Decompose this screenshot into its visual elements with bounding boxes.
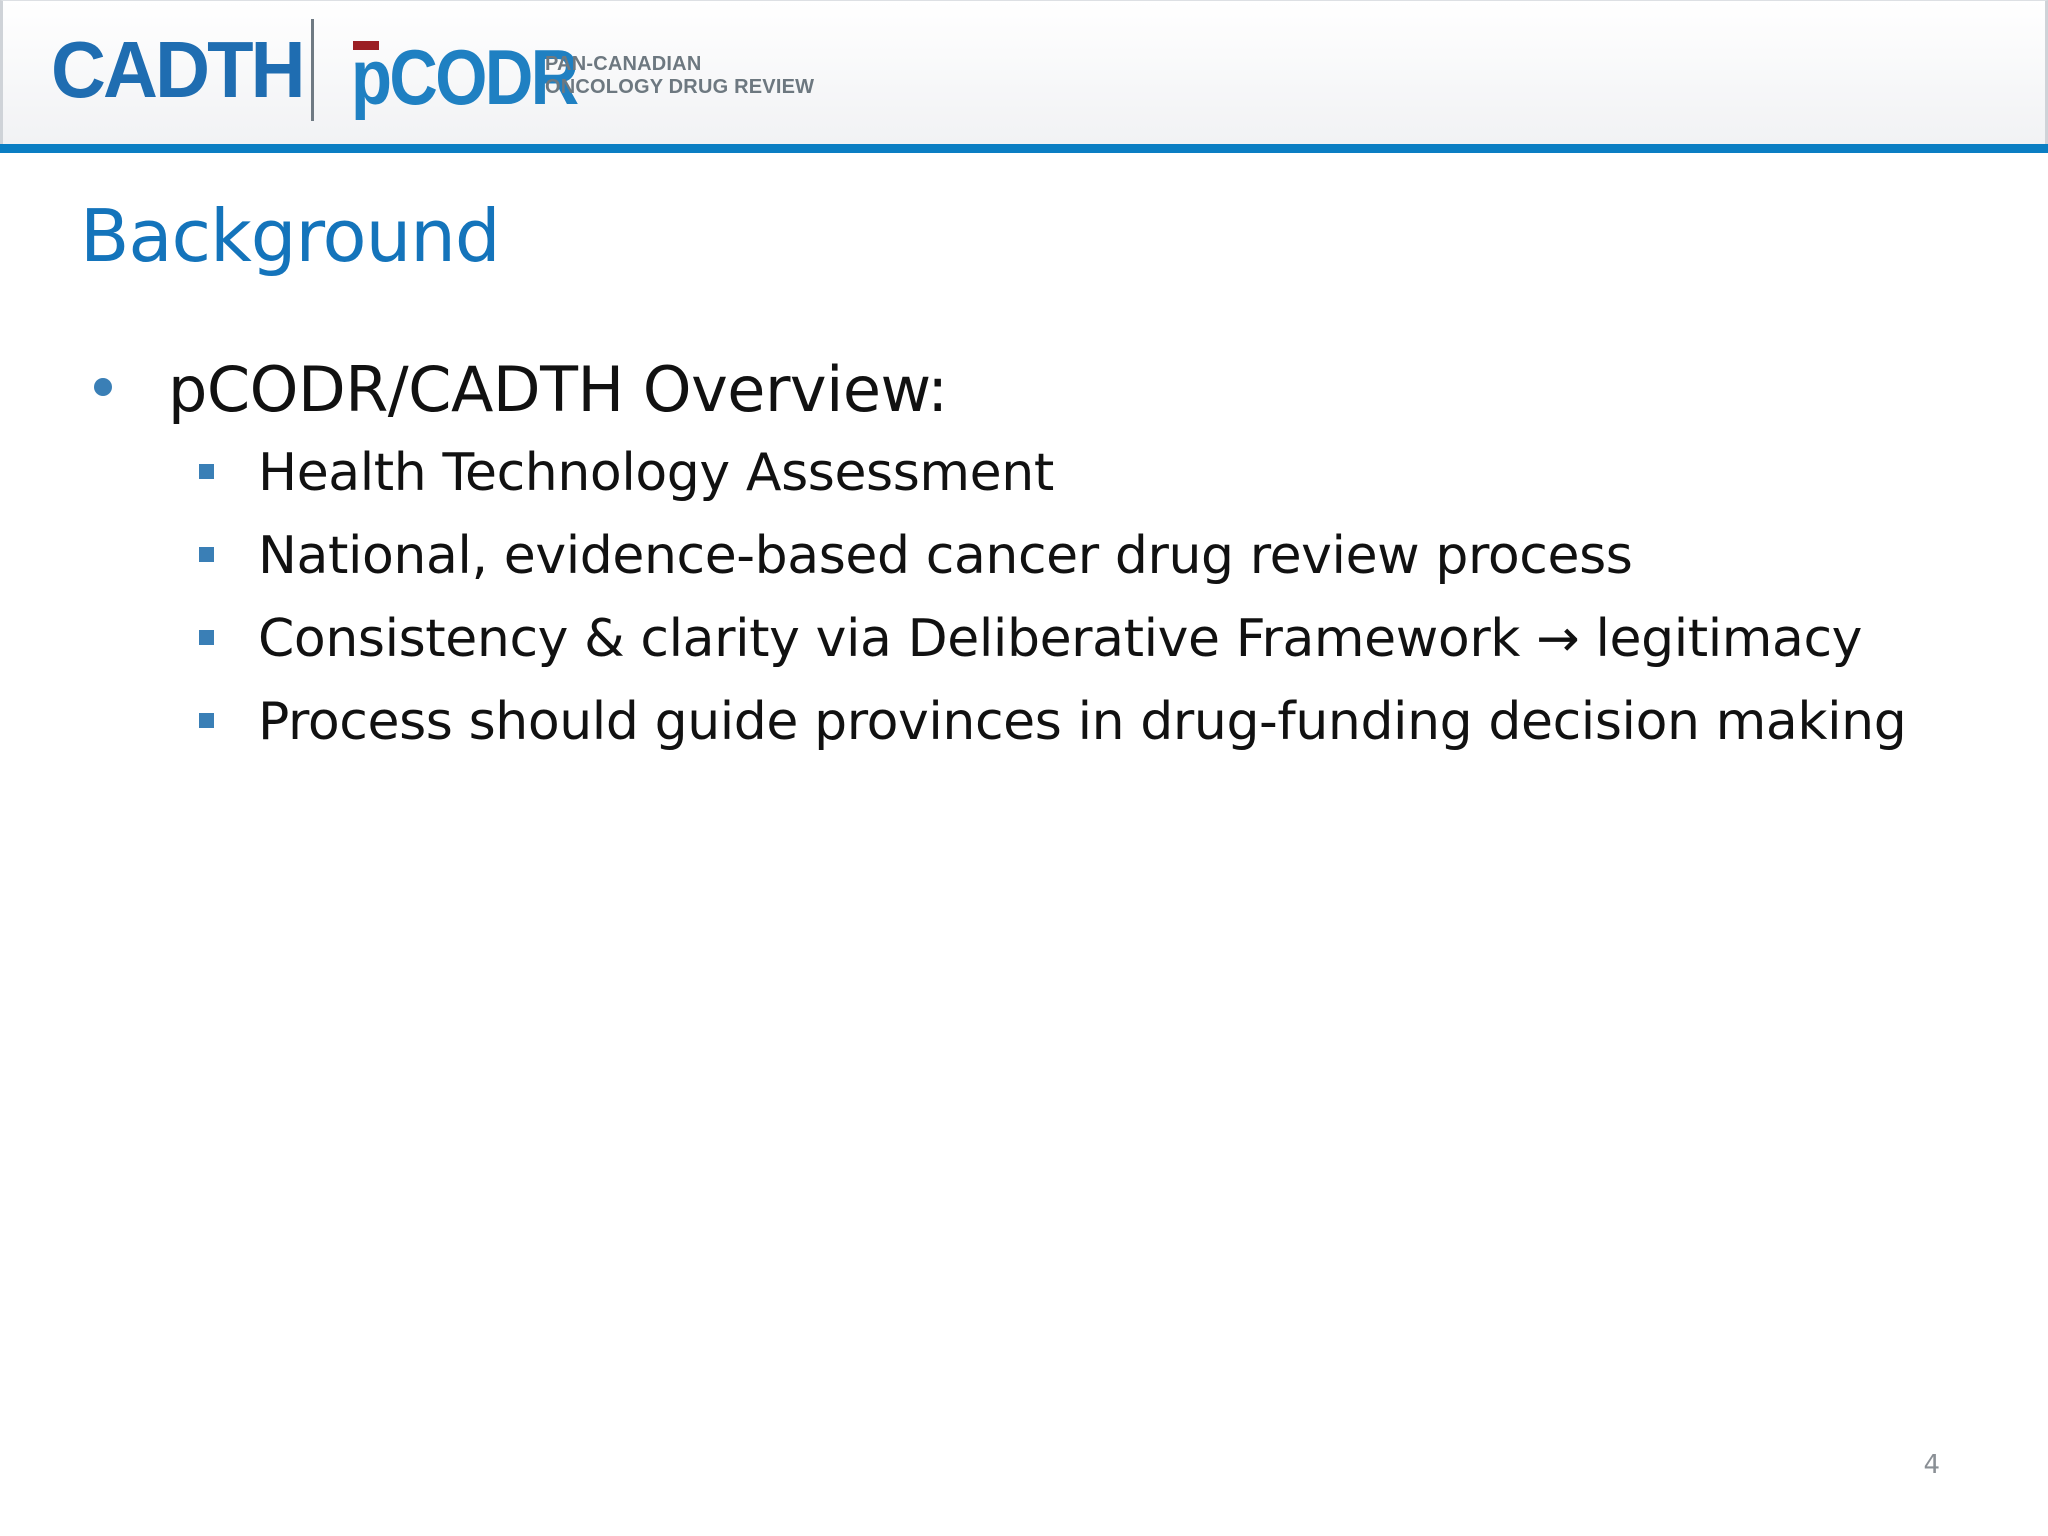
logo-divider [311,19,314,121]
logo-tagline [545,53,814,99]
square-bullet-icon [199,630,214,645]
sub-bullet-text: Consistency & clarity via Deliberative Framework → legitimacy [258,609,1863,669]
logo-tagline-line-2: ONCOLOGY DRUG REVIEW [545,76,815,98]
header-rule [0,144,2048,153]
square-bullet-icon [199,547,214,562]
square-bullet-icon [199,713,214,728]
pcodr-logo-text: pCODR [351,33,577,121]
logo-tagline-line-1: PAN-CANADIAN [545,53,702,75]
header-banner [0,0,2048,144]
slide-title: Background [80,194,500,278]
sub-bullet-text: Health Technology Assessment [258,443,1054,503]
bullet-text: pCODR/CADTH Overview: [168,353,948,426]
bullet-dot-icon [94,378,112,396]
sub-bullet-text: National, evidence-based cancer drug review process [258,526,1633,586]
sub-bullet-text: Process should guide provinces in drug-funding decision making [258,692,1907,752]
page-number: 4 [1923,1450,1940,1480]
cadth-logo: CADTH [51,25,303,114]
square-bullet-icon [199,464,214,479]
